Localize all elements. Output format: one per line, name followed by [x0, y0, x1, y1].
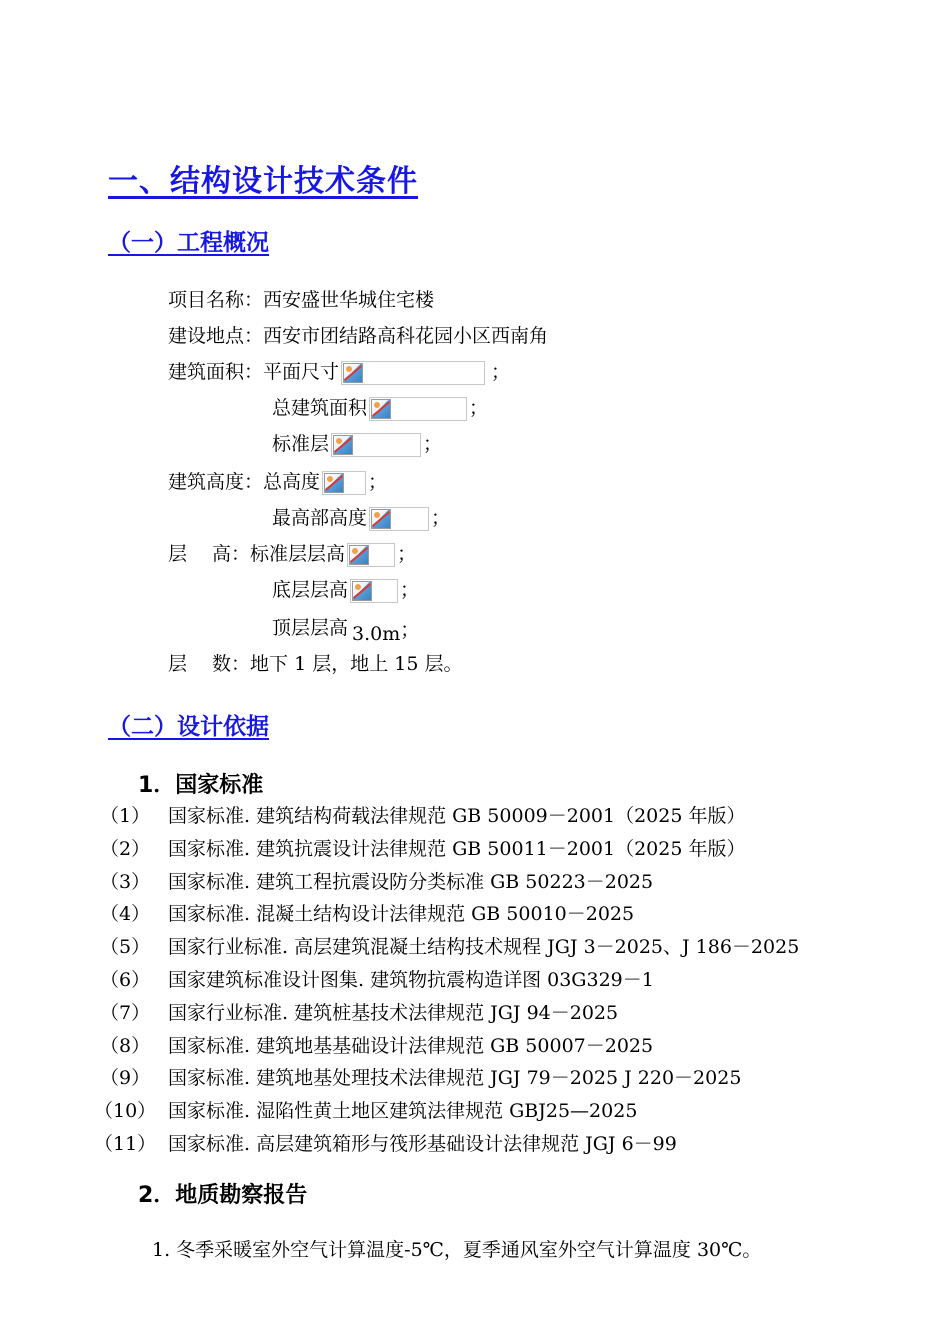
standard-number: （4） — [100, 903, 151, 926]
total-height-label: 总高度 — [263, 471, 321, 493]
plan-size-image — [341, 361, 485, 385]
geo-report-item: 1. 冬季采暖室外空气计算温度-5℃，夏季通风室外空气计算温度 30℃。 — [152, 1239, 762, 1261]
broken-image-icon — [371, 509, 391, 529]
standard-text: 国家标准. 建筑地基处理技术法律规范 JGJ 79－2025 J 220－2025 — [168, 1067, 742, 1090]
max-height-image — [369, 507, 429, 531]
floor-height-row — [168, 542, 416, 567]
standard-item — [100, 902, 634, 926]
height-label: 建筑高度： — [168, 471, 264, 493]
standard-text: 国家行业标准. 建筑桩基技术法律规范 JGJ 94－2025 — [168, 1001, 619, 1024]
max-height-row — [272, 506, 450, 531]
standard-text: 国家标准. 建筑结构荷载法律规范 GB 50009－2001（2025 年版） — [168, 805, 746, 827]
standard-number: （3） — [100, 870, 151, 893]
standard-item — [94, 1132, 677, 1156]
standard-text: 国家行业标准. 高层建筑混凝土结构技术规程 JGJ 3－2025、J 186－2025 — [168, 936, 800, 959]
geo-report-title: 2．地质勘察报告 — [138, 1183, 308, 1208]
floor-height-label: 层 高： — [168, 543, 251, 565]
standard-number: （10） — [94, 1100, 157, 1123]
semicolon: ； — [491, 361, 511, 383]
standard-item — [100, 804, 746, 828]
section-title: 一、结构设计技术条件 — [108, 164, 418, 199]
ground-floor-height-image — [350, 579, 398, 603]
standard-item — [100, 837, 746, 861]
standard-item — [94, 1099, 637, 1123]
broken-image-icon — [349, 545, 369, 565]
standard-number: （11） — [94, 1133, 157, 1155]
standard-number: （8） — [100, 1034, 151, 1057]
total-area-label: 总建筑面积 — [272, 397, 368, 419]
height-row — [168, 470, 387, 495]
semicolon: ； — [400, 619, 420, 641]
floor-count: 层 数：地下 1 层，地上 15 层。 — [168, 653, 463, 675]
semicolon: ； — [431, 507, 451, 529]
std-floor-label: 标准层 — [272, 433, 330, 455]
ground-floor-height-row — [272, 578, 419, 603]
top-floor-height-value: 3.0m — [352, 623, 401, 645]
basis-heading: （二）设计依据 — [108, 714, 269, 740]
standard-text: 国家标准. 建筑抗震设计法律规范 GB 50011－2001（2025 年版） — [168, 837, 746, 860]
standard-text: 国家标准. 高层建筑箱形与筏形基础设计法律规范 JGJ 6－99 — [168, 1133, 677, 1155]
project-location: 建设地点：西安市团结路高科花园小区西南角 — [168, 325, 549, 347]
plan-size-label: 平面尺寸 — [263, 361, 340, 383]
top-floor-height-label: 顶层层高 — [272, 617, 349, 639]
total-height-image — [322, 471, 366, 495]
broken-image-icon — [352, 581, 372, 601]
semicolon: ； — [423, 433, 443, 455]
standard-item — [100, 935, 799, 959]
overview-heading: （一）工程概况 — [108, 230, 269, 256]
broken-image-icon — [333, 435, 353, 455]
standard-number: （5） — [100, 936, 151, 959]
area-label: 建筑面积： — [168, 361, 264, 383]
semicolon: ； — [397, 543, 417, 565]
area-row — [168, 360, 510, 385]
national-standards-title: 1．国家标准 — [138, 773, 264, 798]
standard-item — [100, 870, 653, 894]
semicolon: ； — [469, 397, 489, 419]
standard-text: 国家标准. 湿陷性黄土地区建筑法律规范 GBJ25—2025 — [168, 1100, 638, 1123]
top-floor-height-row — [272, 616, 420, 645]
max-height-label: 最高部高度 — [272, 507, 368, 529]
standard-number: （2） — [100, 837, 151, 860]
standard-number: （9） — [100, 1067, 151, 1090]
standard-text: 国家标准. 建筑工程抗震设防分类标准 GB 50223－2025 — [168, 870, 654, 893]
semicolon: ； — [368, 471, 388, 493]
semicolon: ； — [400, 579, 420, 601]
broken-image-icon — [324, 473, 344, 493]
std-floor-height-label: 标准层层高 — [250, 543, 346, 565]
std-floor-height-image — [347, 543, 395, 567]
std-floor-image — [331, 433, 421, 457]
std-floor-row — [272, 432, 442, 457]
standard-text: 国家标准. 建筑地基基础设计法律规范 GB 50007－2025 — [168, 1034, 654, 1057]
total-area-image — [369, 397, 467, 421]
broken-image-icon — [343, 363, 363, 383]
standard-number: （1） — [100, 805, 151, 827]
standard-text: 国家建筑标准设计图集. 建筑物抗震构造详图 03G329－1 — [168, 969, 654, 991]
broken-image-icon — [371, 399, 391, 419]
standard-text: 国家标准. 混凝土结构设计法律规范 GB 50010－2025 — [168, 903, 635, 926]
standard-item — [100, 1066, 741, 1090]
standard-item — [100, 1034, 653, 1058]
standard-number: （6） — [100, 969, 151, 991]
standard-item — [100, 1001, 618, 1025]
total-area-row — [272, 396, 488, 421]
project-name: 项目名称：西安盛世华城住宅楼 — [168, 289, 435, 311]
standard-number: （7） — [100, 1001, 151, 1024]
ground-floor-height-label: 底层层高 — [272, 579, 349, 601]
standard-item — [100, 968, 654, 992]
